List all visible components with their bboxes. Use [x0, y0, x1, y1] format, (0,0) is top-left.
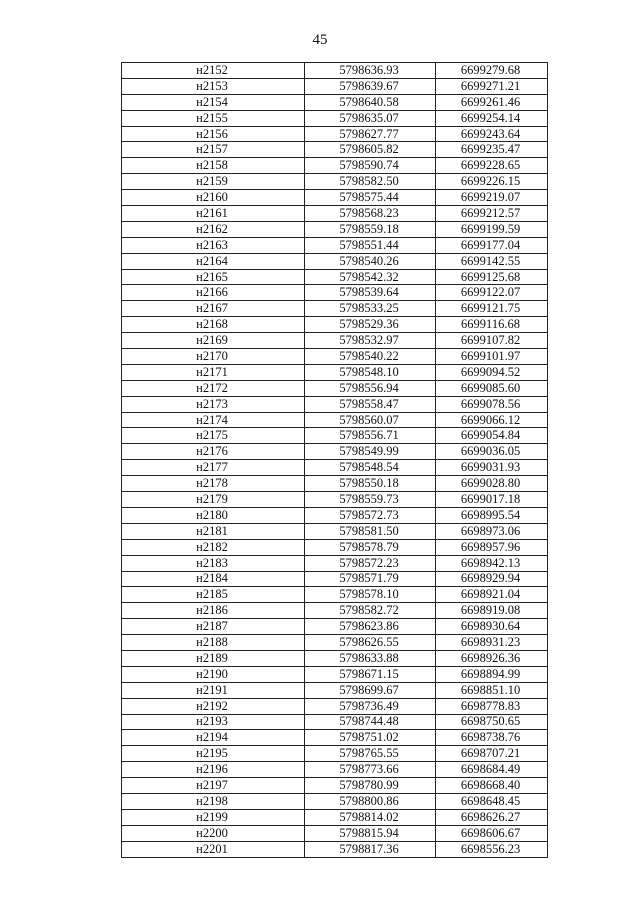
- y-coordinate-cell: 6699226.15: [436, 174, 548, 190]
- x-coordinate-cell: 5798582.50: [305, 174, 436, 190]
- y-coordinate-cell: 6699116.68: [436, 317, 548, 333]
- y-coordinate-cell: 6699028.80: [436, 476, 548, 492]
- table-row: [122, 619, 548, 635]
- table-row: [122, 444, 548, 460]
- y-coordinate-cell: 6699054.84: [436, 428, 548, 444]
- y-coordinate-cell: 6699094.52: [436, 364, 548, 380]
- y-coordinate-cell: 6699122.07: [436, 285, 548, 301]
- point-name-cell: н2152: [122, 63, 305, 79]
- y-coordinate-cell: 6699212.57: [436, 206, 548, 222]
- table-row: [122, 666, 548, 682]
- table-row: [122, 142, 548, 158]
- table-row: [122, 301, 548, 317]
- table-row: [122, 253, 548, 269]
- table-row: [122, 539, 548, 555]
- y-coordinate-cell: 6699243.64: [436, 126, 548, 142]
- x-coordinate-cell: 5798765.55: [305, 746, 436, 762]
- x-coordinate-cell: 5798605.82: [305, 142, 436, 158]
- point-name-cell: н2156: [122, 126, 305, 142]
- table-row: [122, 476, 548, 492]
- x-coordinate-cell: 5798542.32: [305, 269, 436, 285]
- point-name-cell: н2193: [122, 714, 305, 730]
- point-name-cell: н2191: [122, 682, 305, 698]
- y-coordinate-cell: 6699017.18: [436, 492, 548, 508]
- table-row: [122, 635, 548, 651]
- y-coordinate-cell: 6698707.21: [436, 746, 548, 762]
- x-coordinate-cell: 5798773.66: [305, 762, 436, 778]
- x-coordinate-cell: 5798815.94: [305, 825, 436, 841]
- x-coordinate-cell: 5798578.10: [305, 587, 436, 603]
- point-name-cell: н2176: [122, 444, 305, 460]
- point-name-cell: н2197: [122, 778, 305, 794]
- y-coordinate-cell: 6699031.93: [436, 460, 548, 476]
- y-coordinate-cell: 6698926.36: [436, 650, 548, 666]
- x-coordinate-cell: 5798635.07: [305, 110, 436, 126]
- table-row: [122, 94, 548, 110]
- table-row: [122, 269, 548, 285]
- y-coordinate-cell: 6699085.60: [436, 380, 548, 396]
- x-coordinate-cell: 5798559.73: [305, 492, 436, 508]
- y-coordinate-cell: 6698957.96: [436, 539, 548, 555]
- y-coordinate-cell: 6698648.45: [436, 793, 548, 809]
- table-row: [122, 221, 548, 237]
- point-name-cell: н2172: [122, 380, 305, 396]
- table-row: [122, 825, 548, 841]
- point-name-cell: н2179: [122, 492, 305, 508]
- y-coordinate-cell: 6699235.47: [436, 142, 548, 158]
- x-coordinate-cell: 5798556.71: [305, 428, 436, 444]
- y-coordinate-cell: 6698973.06: [436, 523, 548, 539]
- x-coordinate-cell: 5798540.22: [305, 349, 436, 365]
- table-row: [122, 507, 548, 523]
- table-row: [122, 746, 548, 762]
- x-coordinate-cell: 5798699.67: [305, 682, 436, 698]
- y-coordinate-cell: 6699177.04: [436, 237, 548, 253]
- y-coordinate-cell: 6698929.94: [436, 571, 548, 587]
- y-coordinate-cell: 6698919.08: [436, 603, 548, 619]
- table-row: [122, 809, 548, 825]
- point-name-cell: н2195: [122, 746, 305, 762]
- y-coordinate-cell: 6698995.54: [436, 507, 548, 523]
- x-coordinate-cell: 5798550.18: [305, 476, 436, 492]
- y-coordinate-cell: 6698931.23: [436, 635, 548, 651]
- point-name-cell: н2169: [122, 333, 305, 349]
- point-name-cell: н2173: [122, 396, 305, 412]
- x-coordinate-cell: 5798548.54: [305, 460, 436, 476]
- x-coordinate-cell: 5798549.99: [305, 444, 436, 460]
- x-coordinate-cell: 5798751.02: [305, 730, 436, 746]
- point-name-cell: н2163: [122, 237, 305, 253]
- y-coordinate-cell: 6699078.56: [436, 396, 548, 412]
- table-row: [122, 428, 548, 444]
- y-coordinate-cell: 6699101.97: [436, 349, 548, 365]
- point-name-cell: н2171: [122, 364, 305, 380]
- table-row: [122, 396, 548, 412]
- point-name-cell: н2185: [122, 587, 305, 603]
- x-coordinate-cell: 5798551.44: [305, 237, 436, 253]
- x-coordinate-cell: 5798817.36: [305, 841, 436, 857]
- table-row: [122, 603, 548, 619]
- point-name-cell: н2178: [122, 476, 305, 492]
- table-row: [122, 285, 548, 301]
- table-row: [122, 555, 548, 571]
- point-name-cell: н2170: [122, 349, 305, 365]
- table-row: [122, 158, 548, 174]
- table-row: [122, 793, 548, 809]
- y-coordinate-cell: 6698942.13: [436, 555, 548, 571]
- x-coordinate-cell: 5798532.97: [305, 333, 436, 349]
- x-coordinate-cell: 5798736.49: [305, 698, 436, 714]
- table-row: [122, 714, 548, 730]
- table-row: [122, 174, 548, 190]
- point-name-cell: н2168: [122, 317, 305, 333]
- y-coordinate-cell: 6699279.68: [436, 63, 548, 79]
- point-name-cell: н2180: [122, 507, 305, 523]
- coordinates-table-body: [122, 63, 548, 858]
- table-row: [122, 206, 548, 222]
- table-row: [122, 841, 548, 857]
- point-name-cell: н2188: [122, 635, 305, 651]
- x-coordinate-cell: 5798581.50: [305, 523, 436, 539]
- table-row: [122, 587, 548, 603]
- point-name-cell: н2159: [122, 174, 305, 190]
- y-coordinate-cell: 6698921.04: [436, 587, 548, 603]
- y-coordinate-cell: 6699228.65: [436, 158, 548, 174]
- x-coordinate-cell: 5798559.18: [305, 221, 436, 237]
- point-name-cell: н2165: [122, 269, 305, 285]
- x-coordinate-cell: 5798529.36: [305, 317, 436, 333]
- x-coordinate-cell: 5798533.25: [305, 301, 436, 317]
- table-row: [122, 190, 548, 206]
- y-coordinate-cell: 6699125.68: [436, 269, 548, 285]
- x-coordinate-cell: 5798572.73: [305, 507, 436, 523]
- point-name-cell: н2192: [122, 698, 305, 714]
- y-coordinate-cell: 6698684.49: [436, 762, 548, 778]
- table-row: [122, 126, 548, 142]
- y-coordinate-cell: 6699271.21: [436, 78, 548, 94]
- point-name-cell: н2160: [122, 190, 305, 206]
- point-name-cell: н2177: [122, 460, 305, 476]
- point-name-cell: н2167: [122, 301, 305, 317]
- table-row: [122, 650, 548, 666]
- table-row: [122, 571, 548, 587]
- y-coordinate-cell: 6699121.75: [436, 301, 548, 317]
- point-name-cell: н2200: [122, 825, 305, 841]
- point-name-cell: н2190: [122, 666, 305, 682]
- x-coordinate-cell: 5798582.72: [305, 603, 436, 619]
- y-coordinate-cell: 6699107.82: [436, 333, 548, 349]
- x-coordinate-cell: 5798540.26: [305, 253, 436, 269]
- table-row: [122, 364, 548, 380]
- x-coordinate-cell: 5798627.77: [305, 126, 436, 142]
- point-name-cell: н2164: [122, 253, 305, 269]
- point-name-cell: н2186: [122, 603, 305, 619]
- point-name-cell: н2153: [122, 78, 305, 94]
- x-coordinate-cell: 5798572.23: [305, 555, 436, 571]
- x-coordinate-cell: 5798780.99: [305, 778, 436, 794]
- y-coordinate-cell: 6698851.10: [436, 682, 548, 698]
- table-row: [122, 778, 548, 794]
- x-coordinate-cell: 5798556.94: [305, 380, 436, 396]
- x-coordinate-cell: 5798744.48: [305, 714, 436, 730]
- point-name-cell: н2157: [122, 142, 305, 158]
- y-coordinate-cell: 6698894.99: [436, 666, 548, 682]
- y-coordinate-cell: 6698606.67: [436, 825, 548, 841]
- point-name-cell: н2199: [122, 809, 305, 825]
- x-coordinate-cell: 5798626.55: [305, 635, 436, 651]
- y-coordinate-cell: 6699036.05: [436, 444, 548, 460]
- coordinates-table: [121, 62, 548, 858]
- x-coordinate-cell: 5798578.79: [305, 539, 436, 555]
- table-row: [122, 333, 548, 349]
- y-coordinate-cell: 6699261.46: [436, 94, 548, 110]
- table-row: [122, 698, 548, 714]
- point-name-cell: н2181: [122, 523, 305, 539]
- table-row: [122, 63, 548, 79]
- x-coordinate-cell: 5798640.58: [305, 94, 436, 110]
- point-name-cell: н2175: [122, 428, 305, 444]
- table-row: [122, 460, 548, 476]
- point-name-cell: н2154: [122, 94, 305, 110]
- table-row: [122, 730, 548, 746]
- x-coordinate-cell: 5798558.47: [305, 396, 436, 412]
- point-name-cell: н2161: [122, 206, 305, 222]
- page-number: 45: [312, 32, 328, 48]
- y-coordinate-cell: 6698668.40: [436, 778, 548, 794]
- y-coordinate-cell: 6698626.27: [436, 809, 548, 825]
- y-coordinate-cell: 6698738.76: [436, 730, 548, 746]
- x-coordinate-cell: 5798623.86: [305, 619, 436, 635]
- point-name-cell: н2182: [122, 539, 305, 555]
- point-name-cell: н2194: [122, 730, 305, 746]
- table-row: [122, 349, 548, 365]
- x-coordinate-cell: 5798590.74: [305, 158, 436, 174]
- table-row: [122, 237, 548, 253]
- table-row: [122, 492, 548, 508]
- y-coordinate-cell: 6698930.64: [436, 619, 548, 635]
- point-name-cell: н2158: [122, 158, 305, 174]
- x-coordinate-cell: 5798633.88: [305, 650, 436, 666]
- x-coordinate-cell: 5798671.15: [305, 666, 436, 682]
- x-coordinate-cell: 5798560.07: [305, 412, 436, 428]
- y-coordinate-cell: 6699219.07: [436, 190, 548, 206]
- point-name-cell: н2166: [122, 285, 305, 301]
- table-row: [122, 682, 548, 698]
- x-coordinate-cell: 5798575.44: [305, 190, 436, 206]
- table-row: [122, 380, 548, 396]
- point-name-cell: н2187: [122, 619, 305, 635]
- point-name-cell: н2184: [122, 571, 305, 587]
- x-coordinate-cell: 5798539.64: [305, 285, 436, 301]
- point-name-cell: н2174: [122, 412, 305, 428]
- table-row: [122, 412, 548, 428]
- point-name-cell: н2196: [122, 762, 305, 778]
- y-coordinate-cell: 6699254.14: [436, 110, 548, 126]
- x-coordinate-cell: 5798636.93: [305, 63, 436, 79]
- x-coordinate-cell: 5798548.10: [305, 364, 436, 380]
- table-row: [122, 317, 548, 333]
- x-coordinate-cell: 5798571.79: [305, 571, 436, 587]
- point-name-cell: н2155: [122, 110, 305, 126]
- point-name-cell: н2183: [122, 555, 305, 571]
- table-row: [122, 762, 548, 778]
- x-coordinate-cell: 5798568.23: [305, 206, 436, 222]
- y-coordinate-cell: 6699142.55: [436, 253, 548, 269]
- x-coordinate-cell: 5798814.02: [305, 809, 436, 825]
- y-coordinate-cell: 6699199.59: [436, 221, 548, 237]
- table-row: [122, 110, 548, 126]
- point-name-cell: н2162: [122, 221, 305, 237]
- x-coordinate-cell: 5798800.86: [305, 793, 436, 809]
- y-coordinate-cell: 6698556.23: [436, 841, 548, 857]
- y-coordinate-cell: 6698750.65: [436, 714, 548, 730]
- table-row: [122, 523, 548, 539]
- point-name-cell: н2198: [122, 793, 305, 809]
- x-coordinate-cell: 5798639.67: [305, 78, 436, 94]
- point-name-cell: н2201: [122, 841, 305, 857]
- table-row: [122, 78, 548, 94]
- y-coordinate-cell: 6698778.83: [436, 698, 548, 714]
- point-name-cell: н2189: [122, 650, 305, 666]
- y-coordinate-cell: 6699066.12: [436, 412, 548, 428]
